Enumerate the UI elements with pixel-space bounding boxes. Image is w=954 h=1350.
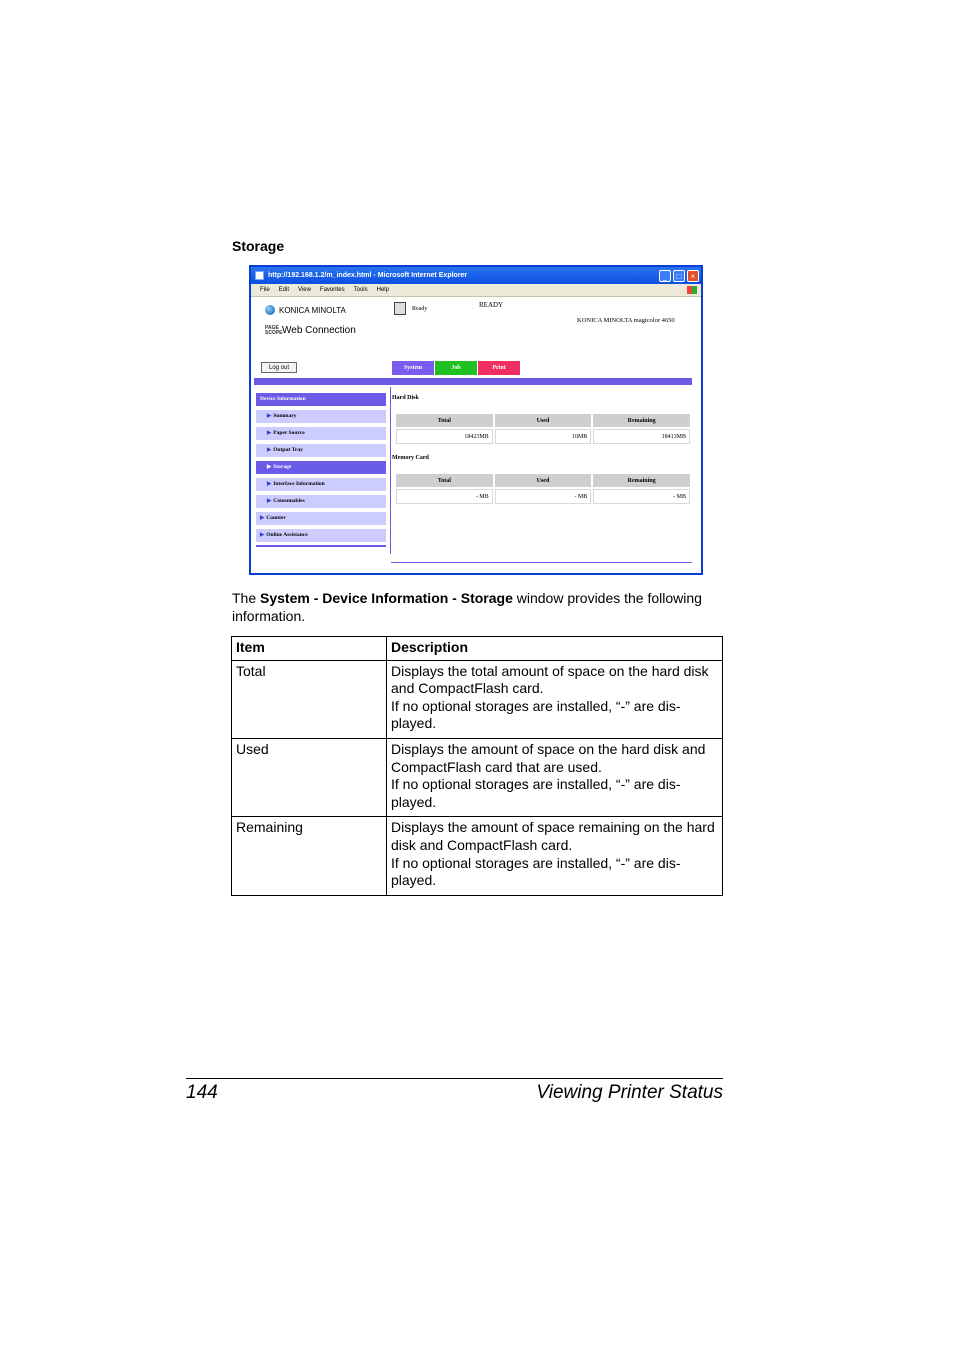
windows-logo-icon bbox=[687, 286, 697, 294]
printer-model: KONICA MINOLTA magicolor 4650 bbox=[577, 317, 675, 324]
section-heading: Storage bbox=[232, 238, 285, 254]
row-description bbox=[387, 738, 723, 816]
close-icon[interactable]: × bbox=[687, 270, 699, 282]
hd-header-remaining: Remaining bbox=[593, 414, 690, 427]
row-description bbox=[387, 660, 723, 738]
description-line: Displays the amount of space remaining on the hard disk and CompactFlash card. bbox=[391, 819, 715, 853]
arrow-right-icon: ▶ bbox=[267, 447, 272, 453]
menu-file[interactable]: File bbox=[260, 287, 270, 293]
sidebar-item-label: Summary bbox=[273, 413, 297, 419]
sidebar-item-label: Consumables bbox=[273, 498, 305, 504]
row-description bbox=[387, 817, 723, 895]
menu-help[interactable]: Help bbox=[376, 287, 389, 293]
sidebar-item-label: Storage bbox=[273, 464, 292, 470]
description-table bbox=[231, 636, 723, 896]
pagescope-mark: PAGE SCOPE bbox=[265, 324, 283, 336]
printer-status: READY bbox=[479, 301, 504, 309]
menu-edit[interactable]: Edit bbox=[278, 287, 290, 293]
menu-favorites[interactable]: Favorites bbox=[319, 287, 345, 293]
row-item: Used bbox=[232, 738, 387, 816]
row-item: Remaining bbox=[232, 817, 387, 895]
globe-icon bbox=[265, 305, 275, 315]
arrow-right-icon: ▶ bbox=[260, 532, 265, 538]
arrow-right-icon: ▶ bbox=[267, 464, 272, 470]
menu-bar bbox=[251, 284, 701, 297]
header-item: Item bbox=[232, 637, 387, 661]
header-description: Description bbox=[387, 637, 723, 661]
mc-total-value: - MB bbox=[396, 489, 493, 504]
hd-header-used: Used bbox=[495, 414, 592, 427]
memory-card-table bbox=[394, 472, 692, 506]
footer-rule bbox=[186, 1078, 723, 1079]
arrow-right-icon: ▶ bbox=[267, 413, 272, 419]
tab-job[interactable]: Job bbox=[435, 361, 477, 375]
intro-paragraph bbox=[232, 589, 724, 625]
sidebar-item-consumables[interactable] bbox=[256, 495, 386, 508]
memory-card-title: Memory Card bbox=[392, 455, 429, 461]
menu-view[interactable]: View bbox=[298, 287, 311, 293]
mc-remaining-value: - MB bbox=[593, 489, 690, 504]
chapter-title: Viewing Printer Status bbox=[536, 1082, 723, 1103]
header-divider bbox=[254, 378, 692, 385]
hard-disk-title: Hard Disk bbox=[392, 395, 419, 401]
paragraph-bold-text: System - Device Information - Storage bbox=[260, 590, 513, 606]
table-row bbox=[232, 738, 723, 816]
table-row bbox=[232, 660, 723, 738]
mc-header-used: Used bbox=[495, 474, 592, 487]
menu-tools[interactable]: Tools bbox=[353, 287, 368, 293]
sidebar-divider bbox=[390, 387, 391, 554]
hd-used-value: 10MB bbox=[495, 429, 592, 444]
sidebar-item-label: Online Assistance bbox=[266, 532, 308, 538]
description-line: Displays the total amount of space on the hard disk and CompactFlash card. bbox=[391, 662, 709, 697]
ie-icon bbox=[255, 271, 264, 280]
hd-total-value: 18423MB bbox=[396, 429, 493, 444]
sidebar-item-label: Device Information bbox=[260, 396, 306, 402]
arrow-right-icon: ▶ bbox=[260, 515, 265, 521]
table-row bbox=[232, 817, 723, 895]
minimize-icon[interactable]: _ bbox=[659, 270, 671, 282]
web-connection-text: Web Connection bbox=[282, 325, 356, 336]
description-line: If no optional storages are installed, “-” are dis-played. bbox=[391, 697, 681, 732]
hd-remaining-value: 18413MB bbox=[593, 429, 690, 444]
sidebar-item-label: Interface Information bbox=[273, 481, 325, 487]
sidebar-item-interface-information[interactable] bbox=[256, 478, 386, 491]
tab-system[interactable]: System bbox=[392, 361, 434, 375]
arrow-right-icon: ▶ bbox=[267, 498, 272, 504]
browser-window-screenshot bbox=[249, 265, 703, 575]
paragraph-text: The bbox=[232, 590, 261, 606]
konica-minolta-logo bbox=[265, 305, 346, 315]
logo-text: KONICA MINOLTA bbox=[279, 305, 346, 315]
paragraph-text: window provides the following information. bbox=[232, 590, 702, 624]
sidebar-item-label: Counter bbox=[266, 515, 286, 521]
mc-header-remaining: Remaining bbox=[593, 474, 690, 487]
sidebar-item-online-assistance[interactable] bbox=[256, 529, 386, 542]
description-line: Displays the amount of space on the hard disk and CompactFlash card that are used. bbox=[391, 740, 706, 775]
printer-status-small: Ready bbox=[412, 306, 428, 312]
printer-icon bbox=[394, 302, 406, 315]
sidebar-item-summary[interactable] bbox=[256, 410, 386, 423]
mc-header-total: Total bbox=[396, 474, 493, 487]
arrow-right-icon: ▶ bbox=[267, 481, 272, 487]
logout-button[interactable]: Log out bbox=[261, 362, 297, 373]
sidebar-bottom-rule bbox=[256, 545, 386, 547]
hd-header-total: Total bbox=[396, 414, 493, 427]
storage-panel bbox=[392, 395, 692, 515]
main-tabs bbox=[392, 361, 521, 375]
sidebar-item-label: Output Tray bbox=[273, 447, 303, 453]
title-bar bbox=[251, 267, 701, 284]
sidebar-item-paper-source[interactable] bbox=[256, 427, 386, 440]
description-line: If no optional storages are installed, “-” are dis-played. bbox=[391, 854, 681, 889]
row-item: Total bbox=[232, 660, 387, 738]
maximize-icon[interactable]: □ bbox=[673, 270, 685, 282]
sidebar-item-storage[interactable] bbox=[256, 461, 386, 474]
description-line: If no optional storages are installed, “-” are dis-played. bbox=[391, 776, 681, 810]
content-bottom-rule bbox=[391, 562, 692, 563]
sidebar-item-label: Paper Source bbox=[273, 430, 305, 436]
tab-print[interactable]: Print bbox=[478, 361, 520, 375]
sidebar-item-device-information[interactable] bbox=[256, 393, 386, 406]
window-title: http://192.168.1.2/m_index.html - Microsoft Internet Explorer bbox=[268, 272, 468, 279]
sidebar-nav bbox=[256, 393, 386, 547]
sidebar-item-output-tray[interactable] bbox=[256, 444, 386, 457]
sidebar-item-counter[interactable] bbox=[256, 512, 386, 525]
hard-disk-table bbox=[394, 412, 692, 446]
pagescope-logo bbox=[265, 325, 356, 336]
page-content bbox=[251, 297, 701, 575]
mc-used-value: - MB bbox=[495, 489, 592, 504]
page-number: 144 bbox=[186, 1082, 218, 1103]
arrow-right-icon: ▶ bbox=[267, 430, 272, 436]
